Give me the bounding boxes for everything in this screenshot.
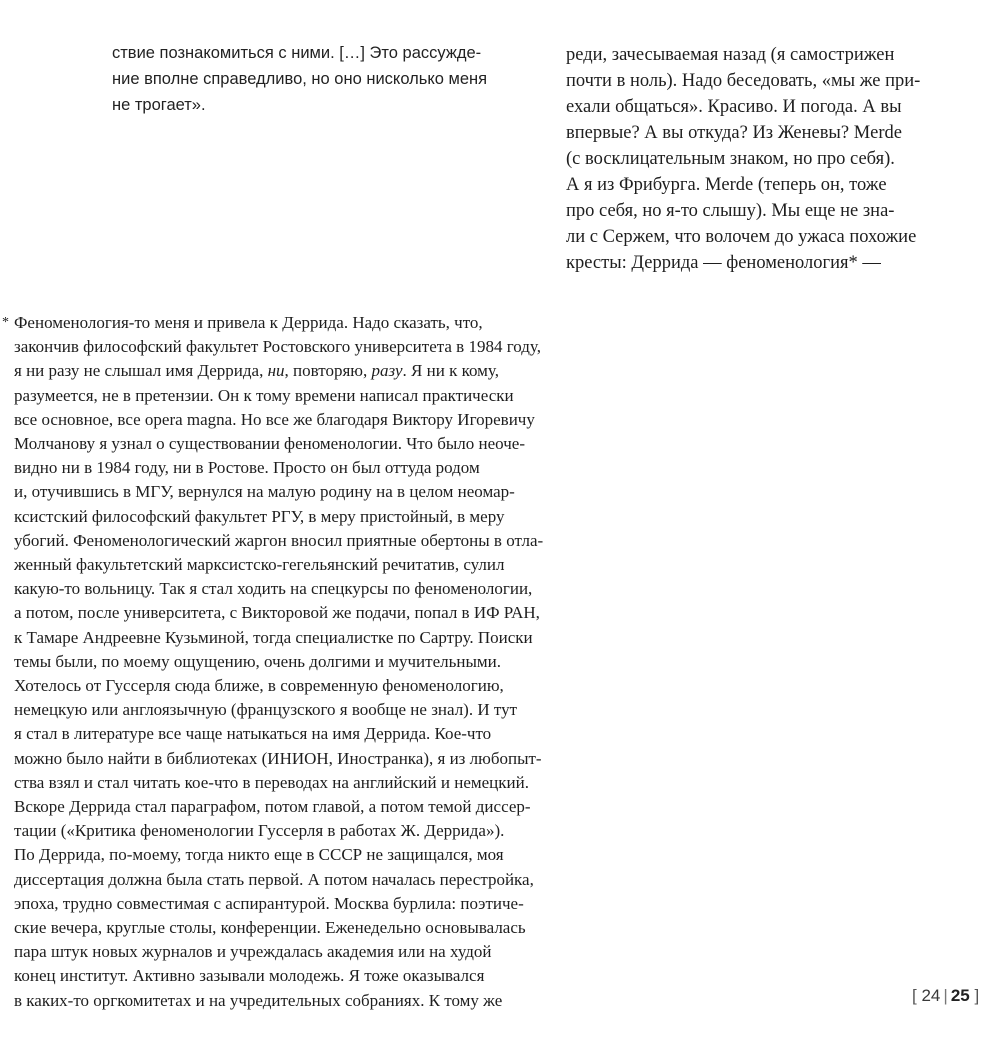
text-line: (с восклицательным знаком, но про себя).	[566, 149, 895, 169]
footnote-line: я стал в литературе все чаще натыкаться на имя Деррида. Кое-что	[14, 724, 492, 744]
emphasis-text: разу	[371, 361, 403, 381]
footnote-line: а потом, после университета, с Викторовой же подачи, попал в ИФ РАН,	[14, 603, 540, 623]
text-line: ли с Сержем, что волочем до ужаса похожие	[566, 227, 917, 247]
left-page-number: 24	[921, 986, 941, 1005]
footnote-line: ксистский философский факультет РГУ, в меру пристойный, в меру	[14, 506, 505, 526]
footnote-line: Феноменология-то меня и привела к Деррида. Надо сказать, что,	[14, 313, 483, 332]
footnote-line: все основное, все opera magna. Но все же благодаря Виктору Игоревичу	[14, 409, 535, 429]
right-page-number: 25	[950, 986, 970, 1005]
footnote-line: закончив философский факультет Ростовского университета в 1984 году,	[14, 337, 541, 357]
footnote-line: конец институт. Активно зазывали молодежь. Я тоже оказывался	[14, 966, 485, 986]
footnote-line: ства взял и стал читать кое-что в переводах на английский и немецкий.	[14, 772, 529, 792]
open-bracket: [	[912, 986, 917, 1005]
footnote-line: разумеется, не в претензии. Он к тому времени написал практически	[14, 385, 514, 405]
page-numbers	[912, 986, 979, 1006]
text-line: впервые? А вы откуда? Из Женевы? Merde	[566, 123, 902, 143]
footnote-line: диссертация должна была стать первой. А потом началась перестройка,	[14, 869, 534, 889]
footnote-line: По Деррида, по-моему, тогда никто еще в СССР не защищался, моя	[14, 845, 504, 865]
footnote-line: тации («Критика феноменологии Гуссерля в работах Ж. Деррида»).	[14, 821, 505, 841]
footnote-line: в каких-то оргкомитетах и на учредительных собраниях. К тому же	[14, 990, 503, 1010]
text-line: ствие познакомиться с ними. […] Это рассужде-	[112, 44, 482, 62]
footnote-line: Вскоре Деррида стал параграфом, потом главой, а потом темой диссер-	[14, 797, 531, 817]
text-line: ние вполне справедливо, но оно нисколько меня	[112, 70, 488, 88]
text-line: про себя, но я-то слышу). Мы еще не зна-	[566, 201, 895, 221]
top-left-quote-block	[112, 40, 542, 118]
text-line: почти в ноль). Надо беседовать, «мы же при-	[566, 71, 921, 91]
footnote-line-with-emphasis	[14, 359, 654, 383]
footnote-text: я ни разу не слышал имя Деррида,	[14, 361, 268, 381]
footnote-line: какую-то вольницу. Так я стал ходить на спецкурсы по феноменологии,	[14, 579, 533, 599]
footnote-line: и, отучившись в МГУ, вернулся на малую родину на в целом неомар-	[14, 482, 515, 502]
text-line: А я из Фрибурга. Merde (теперь он, тоже	[566, 175, 887, 195]
text-line: не трогает».	[112, 96, 206, 114]
footnote-line: Молчанову я узнал о существовании феноменологии. Что было неоче-	[14, 434, 525, 454]
footnote-line: эпоха, трудно совместимая с аспирантурой. Москва бурлила: поэтиче-	[14, 893, 524, 913]
text-line: ехали общаться». Красиво. И погода. А вы	[566, 97, 902, 117]
footnote-line: немецкую или англоязычную (французского я вообще не знал). И тут	[14, 700, 518, 720]
emphasis-text: ни	[267, 361, 285, 381]
footnote-line: ские вечера, круглые столы, конференции. Еженедельно основывалась	[14, 918, 526, 938]
footnote-line: видно ни в 1984 году, ни в Ростове. Просто он был оттуда родом	[14, 458, 480, 478]
footnote-marker: *	[2, 315, 9, 330]
footnote-line: убогий. Феноменологический жаргон вносил приятные обертоны в отла-	[14, 530, 544, 550]
footnote-line: пара штук новых журналов и учреждалась академия или на худой	[14, 942, 492, 962]
footnote-text: . Я ни к кому,	[402, 361, 499, 381]
footnote-line: к Тамаре Андреевне Кузьминой, тогда специалистке по Сартру. Поиски	[14, 627, 533, 647]
footnote-line: можно было найти в библиотеках (ИНИОН, Иностранка), я из любопыт-	[14, 748, 542, 768]
footnote-line: темы были, по моему ощущению, очень долгими и мучительными.	[14, 651, 501, 671]
top-right-paragraph	[566, 42, 986, 276]
text-line: реди, зачесываемая назад (я самострижен	[566, 45, 895, 65]
close-bracket: ]	[974, 986, 980, 1005]
page-separator: |	[943, 986, 948, 1005]
text-line: кресты: Деррида — феноменология* —	[566, 253, 881, 273]
footnote-line: женный факультетский марксистско-гегельянский речитатив, сулил	[14, 555, 505, 575]
footnote	[2, 311, 654, 1013]
footnote-text: , повторяю,	[284, 361, 372, 381]
footnote-line: Хотелось от Гуссерля сюда ближе, в современную феноменологию,	[14, 676, 504, 696]
